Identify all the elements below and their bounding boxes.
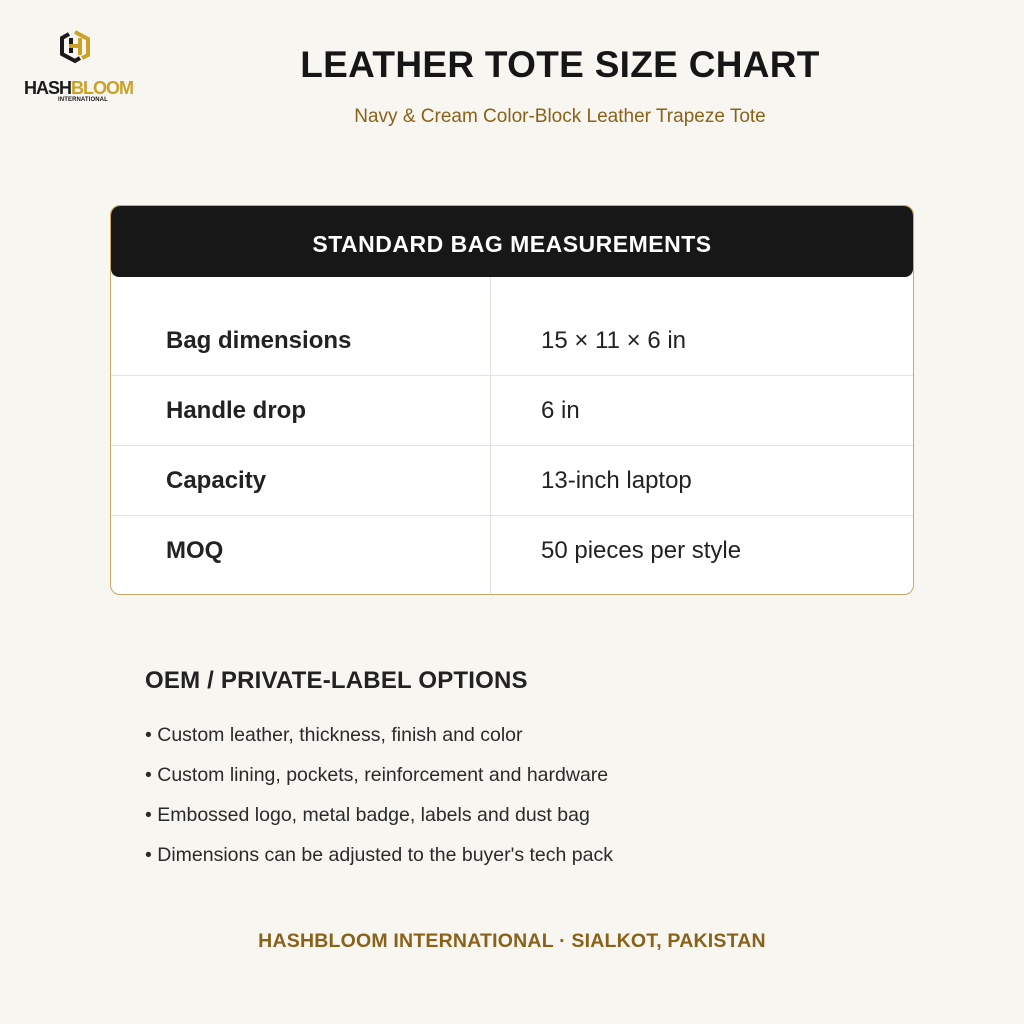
row-label: Handle drop — [166, 397, 307, 424]
measurements-table — [111, 277, 913, 594]
table-row — [111, 516, 913, 586]
row-label: Bag dimensions — [166, 327, 352, 354]
options-list — [145, 722, 613, 882]
row-value: 6 in — [541, 397, 580, 424]
row-value: 15 × 11 × 6 in — [541, 327, 687, 354]
footer-text: HASHBLOOM INTERNATIONAL · SIALKOT, PAKISTAN — [258, 930, 766, 952]
table-row — [111, 306, 913, 376]
brand-subtitle: INTERNATIONAL — [58, 97, 108, 103]
options-heading: OEM / PRIVATE-LABEL OPTIONS — [145, 667, 528, 694]
list-item: • Custom lining, pockets, reinforcement and hardware — [145, 764, 609, 786]
list-item: • Custom leather, thickness, finish and color — [145, 724, 523, 746]
row-label: MOQ — [166, 537, 224, 564]
page-subtitle: Navy & Cream Color-Block Leather Trapeze Tote — [354, 106, 766, 127]
list-item: • Embossed logo, metal badge, labels and dust bag — [145, 804, 590, 826]
list-item: • Dimensions can be adjusted to the buyer's tech pack — [145, 844, 613, 866]
measurements-heading: STANDARD BAG MEASUREMENTS — [111, 206, 913, 277]
brand-wordmark-gold: BLOOM — [71, 78, 134, 98]
page-title: LEATHER TOTE SIZE CHART — [300, 44, 820, 85]
table-row — [111, 376, 913, 446]
row-value: 50 pieces per style — [541, 537, 742, 564]
row-value: 13-inch laptop — [541, 467, 692, 494]
measurements-card — [110, 205, 914, 595]
brand-wordmark-dark: HASH — [24, 78, 72, 98]
table-row — [111, 446, 913, 516]
row-label: Capacity — [166, 467, 267, 494]
